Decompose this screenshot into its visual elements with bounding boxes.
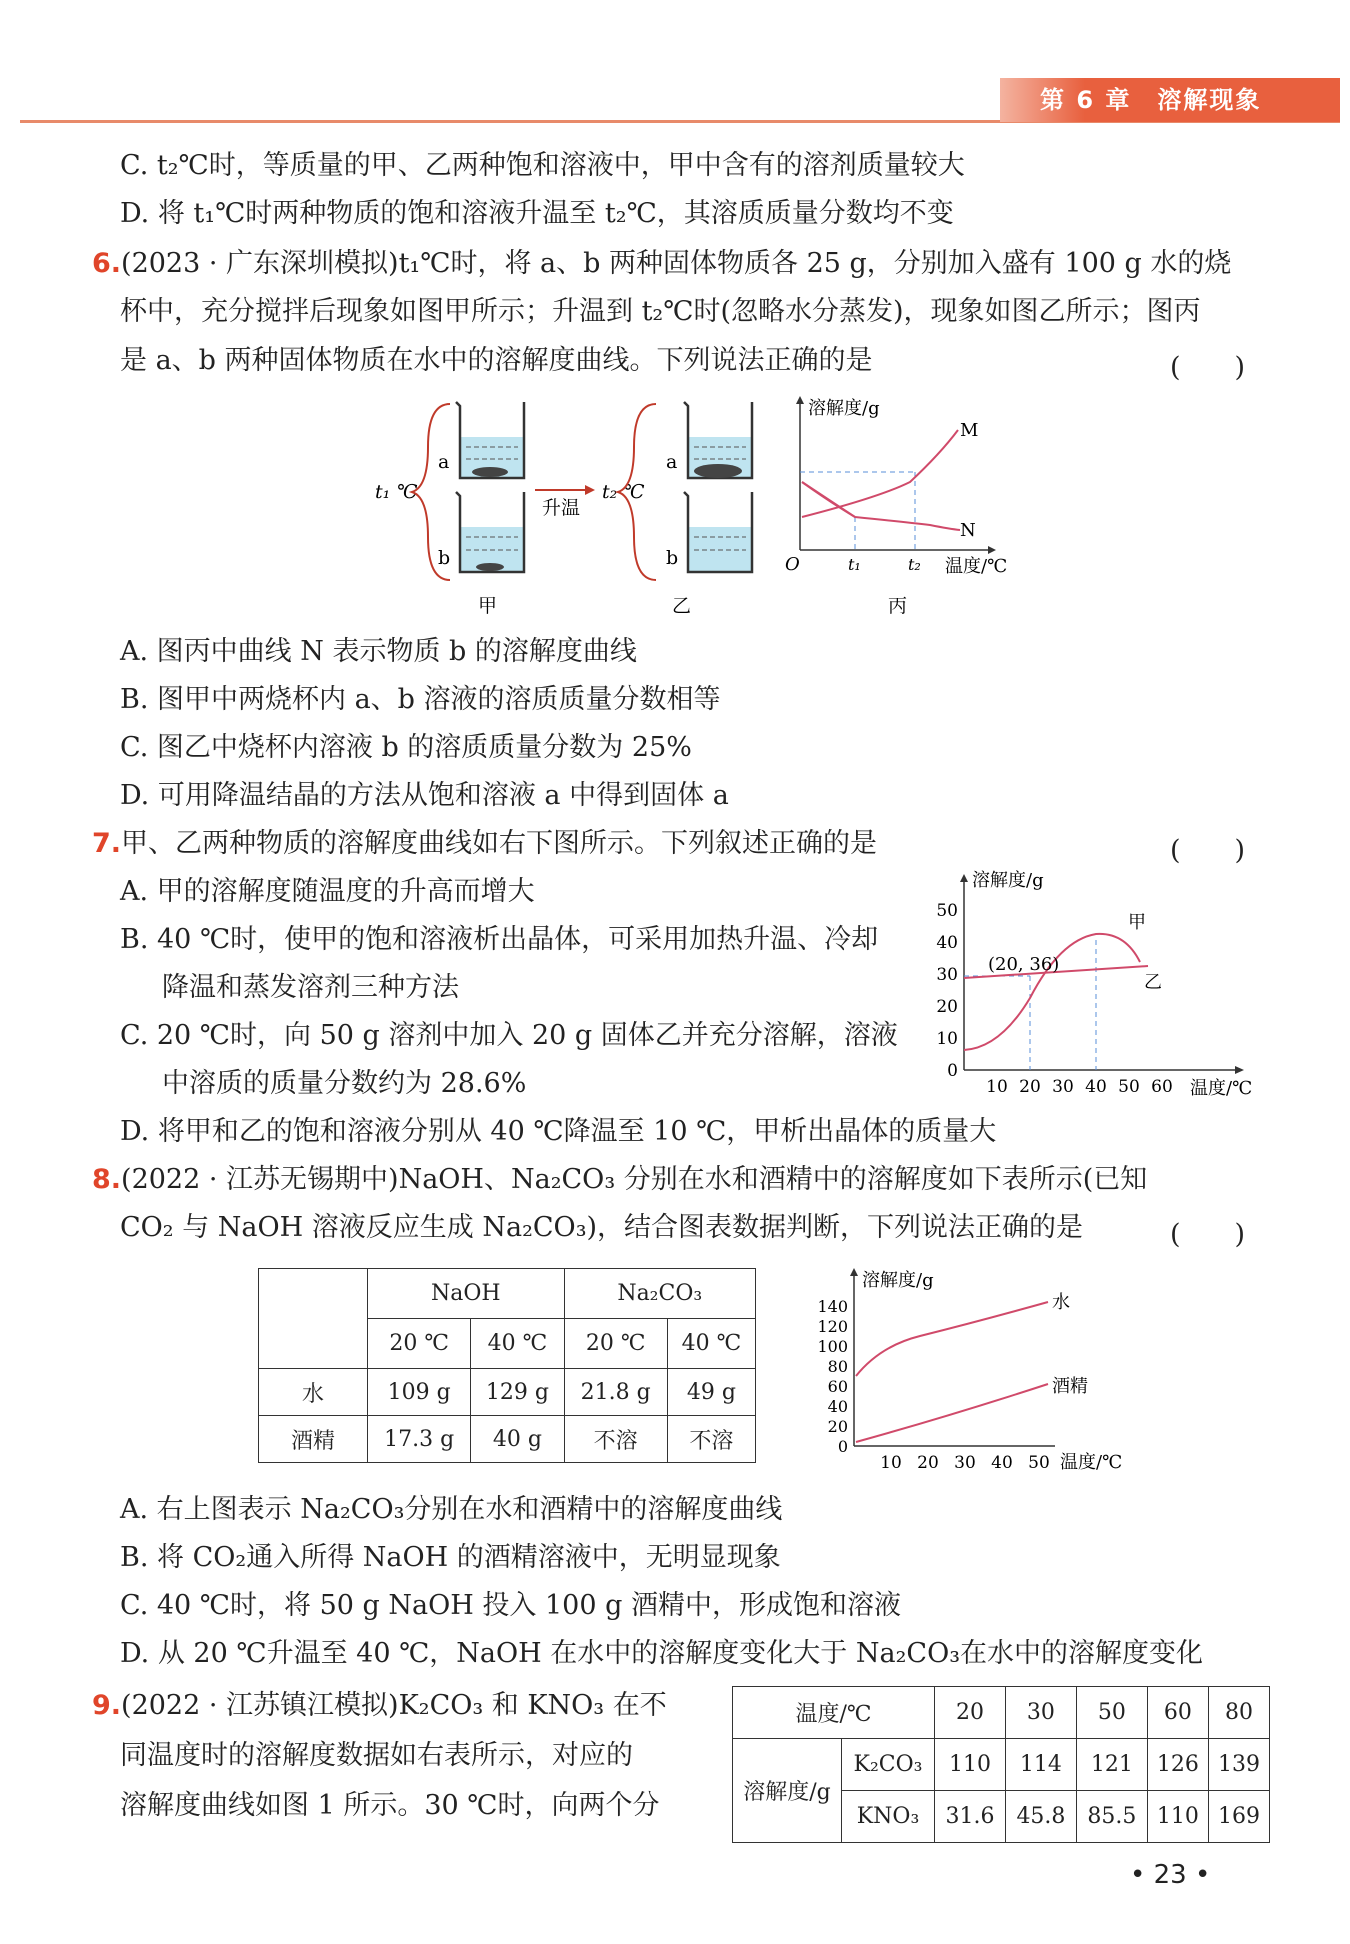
q8-table-cell: 不溶: [564, 1416, 667, 1463]
q6-stem-1: (2023 · 广东深圳模拟)t₁℃时，将 a、b 两种固体物质各 25 g，分别加入盛有 100 g 水的烧: [121, 248, 1232, 279]
q8-x-tick: 20: [917, 1453, 939, 1473]
fig-bing-origin: O: [785, 554, 800, 575]
q8-table-cell: 109 g: [368, 1369, 471, 1416]
q7-label-yi: 乙: [1144, 972, 1162, 993]
q9-line1: [92, 1686, 667, 1726]
fig-bing-tick-t2: t₂: [908, 555, 921, 574]
q8-y-tick: 40: [827, 1397, 848, 1416]
q8-y-tick: 120: [817, 1317, 848, 1336]
q8-y-tick: 80: [827, 1357, 848, 1376]
q7-number: 7.: [92, 828, 122, 859]
fig-bing-tick-t1: t₁: [848, 555, 861, 574]
q7-y-tick: 10: [936, 1029, 958, 1049]
q9-table-cell: 45.8: [1005, 1791, 1076, 1843]
q8-label-water: 水: [1052, 1292, 1070, 1313]
q6-answer-paren: ( ): [1170, 352, 1246, 383]
q9-table-cell: 31.6: [935, 1791, 1006, 1843]
beaker-a-jia: [456, 402, 524, 478]
q8-curve-water: [856, 1302, 1048, 1376]
beaker-b-jia: [456, 492, 524, 572]
q7-x-tick: 20: [1019, 1077, 1041, 1097]
page-number: • 23 •: [1130, 1860, 1211, 1890]
q9-table-cell: 139: [1208, 1739, 1269, 1791]
beaker-b-yi: [684, 492, 752, 572]
q7-y-tick: 0: [947, 1061, 958, 1081]
q9-table-cell: 121: [1076, 1739, 1147, 1791]
q6-option-d: D. 可用降温结晶的方法从饱和溶液 a 中得到固体 a: [120, 780, 729, 811]
q9-table: [732, 1686, 1270, 1843]
q7-stem: 甲、乙两种物质的溶解度曲线如右下图所示。下列叙述正确的是: [121, 828, 878, 859]
q7-y-arrow: [960, 874, 968, 882]
fig-bing-xlabel: 温度/℃: [945, 556, 1008, 577]
fig-t2-label: t₂ ℃: [602, 481, 645, 503]
heat-arrow-head: [585, 485, 595, 495]
q8-label-alcohol: 酒精: [1052, 1376, 1088, 1397]
q7-option-b-1: B. 40 ℃时，使甲的饱和溶液析出晶体，可采用加热升温、冷却: [120, 924, 879, 955]
q8-answer-paren: ( ): [1170, 1219, 1246, 1250]
fig-beaker-b-label-jia: b: [438, 547, 451, 569]
q8-table-temp: 20 ℃: [368, 1319, 471, 1369]
q9-stem-1: (2022 · 江苏镇江模拟)K₂CO₃ 和 KNO₃ 在不: [121, 1690, 667, 1721]
q7-x-tick: 30: [1052, 1077, 1074, 1097]
q8-number: 8.: [92, 1164, 122, 1195]
q9-table-cell: 169: [1208, 1791, 1269, 1843]
q8-table-corner: [259, 1269, 368, 1369]
q7-label-jia: 甲: [1128, 912, 1146, 933]
q8-y-tick: 60: [827, 1377, 848, 1396]
q7-x-tick: 40: [1085, 1077, 1107, 1097]
fig-beaker-b-label-yi: b: [666, 547, 679, 569]
q8-curve-alcohol: [856, 1384, 1048, 1442]
q8-table-cell: 不溶: [667, 1416, 755, 1463]
q7-y-tick: 50: [936, 901, 958, 921]
q6-option-a: A. 图丙中曲线 N 表示物质 b 的溶解度曲线: [120, 636, 637, 667]
q6-number: 6.: [92, 248, 122, 279]
q9-table-sol-label: 溶解度/g: [733, 1739, 842, 1843]
q8-table-temp: 40 ℃: [471, 1319, 564, 1369]
q7-option-a: A. 甲的溶解度随温度的升高而增大: [120, 876, 535, 907]
q6-stem-2: 杯中，充分搅拌后现象如图甲所示；升温到 t₂℃时(忽略水分蒸发)，现象如图乙所示；图丙: [120, 296, 1201, 327]
q7-y-tick: 30: [936, 965, 958, 985]
q8-table: [258, 1268, 756, 1463]
fig-caption-bing: 丙: [888, 595, 908, 617]
q9-table-row-name: KNO₃: [842, 1791, 935, 1843]
q8-option-b: B. 将 CO₂通入所得 NaOH 的酒精溶液中，无明显现象: [120, 1542, 781, 1573]
fig-beaker-a-label-yi: a: [666, 451, 678, 473]
q7-curve-jia: [964, 934, 1140, 1050]
q9-table-cell: 110: [1147, 1791, 1208, 1843]
q7-x-tick: 10: [986, 1077, 1008, 1097]
q6-line1: [92, 244, 1231, 284]
q5-option-c: C. t₂℃时，等质量的甲、乙两种饱和溶液中，甲中含有的溶剂质量较大: [120, 150, 965, 181]
q8-x-tick: 50: [1028, 1453, 1050, 1473]
q8-option-d: D. 从 20 ℃升温至 40 ℃，NaOH 在水中的溶解度变化大于 Na₂CO₃在水中的溶解度变化: [120, 1638, 1204, 1669]
chapter-tab: 第 6 章 溶解现象: [1000, 78, 1340, 122]
fig-caption-yi: 乙: [672, 595, 692, 617]
q9-table-cell: 110: [935, 1739, 1006, 1791]
q8-table-head-naoh: NaOH: [368, 1269, 565, 1319]
q8-table-cell: 49 g: [667, 1369, 755, 1416]
q7-point-label: (20, 36): [988, 954, 1060, 975]
q8-y-arrow: [850, 1268, 858, 1276]
q8-line1: [92, 1160, 1147, 1200]
q8-table-row-label: 酒精: [259, 1416, 368, 1463]
fig-beaker-a-label-jia: a: [438, 451, 450, 473]
q9-table-temp-label: 温度/℃: [733, 1687, 935, 1739]
q8-y-tick: 0: [837, 1437, 848, 1456]
q6-stem-3: 是 a、b 两种固体物质在水中的溶解度曲线。下列说法正确的是: [120, 345, 873, 376]
q8-table-cell: 21.8 g: [564, 1369, 667, 1416]
q9-table-cell: 126: [1147, 1739, 1208, 1791]
q7-chart: [930, 870, 1270, 1110]
q9-table-row-name: K₂CO₃: [842, 1739, 935, 1791]
q8-y-tick: 20: [827, 1417, 848, 1436]
q8-chart: [800, 1266, 1140, 1486]
q7-x-tick: 60: [1151, 1077, 1173, 1097]
q9-table-temp: 30: [1005, 1687, 1076, 1739]
fig-t1-label: t₁ ℃: [375, 481, 418, 503]
q8-table-temp: 20 ℃: [564, 1319, 667, 1369]
q8-x-tick: 30: [954, 1453, 976, 1473]
q9-number: 9.: [92, 1690, 122, 1721]
q8-x-tick: 40: [991, 1453, 1013, 1473]
q9-table-cell: 114: [1005, 1739, 1076, 1791]
q7-option-b-2: 降温和蒸发溶剂三种方法: [162, 972, 459, 1003]
q9-table-cell: 85.5: [1076, 1791, 1147, 1843]
q9-table-temp: 60: [1147, 1687, 1208, 1739]
q9-stem-3: 溶解度曲线如图 1 所示。30 ℃时，向两个分: [120, 1790, 660, 1821]
q8-table-head-na2co3: Na₂CO₃: [564, 1269, 756, 1319]
q6-option-b: B. 图甲中两烧杯内 a、b 溶液的溶质质量分数相等: [120, 684, 721, 715]
q7-ylabel: 溶解度/g: [972, 870, 1044, 891]
q8-y-tick: 140: [817, 1297, 848, 1316]
q9-table-temp: 80: [1208, 1687, 1269, 1739]
q7-stem-line: [92, 824, 877, 864]
q6-figure: [360, 392, 1020, 624]
q8-option-a: A. 右上图表示 Na₂CO₃分别在水和酒精中的溶解度曲线: [120, 1494, 783, 1525]
q9-table-temp: 50: [1076, 1687, 1147, 1739]
beaker-a-yi: [684, 402, 752, 478]
q6-option-c: C. 图乙中烧杯内溶液 b 的溶质质量分数为 25%: [120, 732, 692, 763]
q9-stem-2: 同温度时的溶解度数据如右表所示，对应的: [120, 1740, 633, 1771]
heat-arrow-label: 升温: [542, 497, 581, 519]
q8-x-tick: 10: [880, 1453, 902, 1473]
q7-option-c-1: C. 20 ℃时，向 50 g 溶剂中加入 20 g 固体乙并充分溶解，溶液: [120, 1020, 898, 1051]
fig-bing-curve-N: N: [960, 520, 976, 541]
fig-bing-ylabel: 溶解度/g: [808, 398, 880, 419]
q8-table-cell: 129 g: [471, 1369, 564, 1416]
q8-option-c: C. 40 ℃时，将 50 g NaOH 投入 100 g 酒精中，形成饱和溶液: [120, 1590, 901, 1621]
q7-y-tick: 20: [936, 997, 958, 1017]
fig-bing-curve-M: M: [960, 420, 979, 441]
q9-table-temp: 20: [935, 1687, 1006, 1739]
q8-table-cell: 40 g: [471, 1416, 564, 1463]
q8-table-row-label: 水: [259, 1369, 368, 1416]
fig-caption-jia: 甲: [478, 595, 498, 617]
q7-x-arrow: [1235, 1066, 1244, 1074]
q8-stem-1: (2022 · 江苏无锡期中)NaOH、Na₂CO₃ 分别在水和酒精中的溶解度如下表所示(已知: [121, 1164, 1148, 1195]
q8-xlabel: 温度/℃: [1060, 1452, 1123, 1473]
q8-table-cell: 17.3 g: [368, 1416, 471, 1463]
q7-y-tick: 40: [936, 933, 958, 953]
q7-option-d: D. 将甲和乙的饱和溶液分别从 40 ℃降温至 10 ℃，甲析出晶体的质量大: [120, 1116, 997, 1147]
q7-option-c-2: 中溶质的质量分数约为 28.6%: [162, 1068, 527, 1099]
q8-ylabel: 溶解度/g: [862, 1270, 934, 1291]
q7-answer-paren: ( ): [1170, 835, 1246, 866]
q8-table-temp: 40 ℃: [667, 1319, 755, 1369]
q7-xlabel: 温度/℃: [1190, 1078, 1253, 1099]
q8-y-tick: 100: [817, 1337, 848, 1356]
q5-option-d: D. 将 t₁℃时两种物质的饱和溶液升温至 t₂℃，其溶质质量分数均不变: [120, 198, 954, 229]
q8-stem-2: CO₂ 与 NaOH 溶液反应生成 Na₂CO₃)，结合图表数据判断，下列说法正确的是: [120, 1212, 1084, 1243]
q7-x-tick: 50: [1118, 1077, 1140, 1097]
